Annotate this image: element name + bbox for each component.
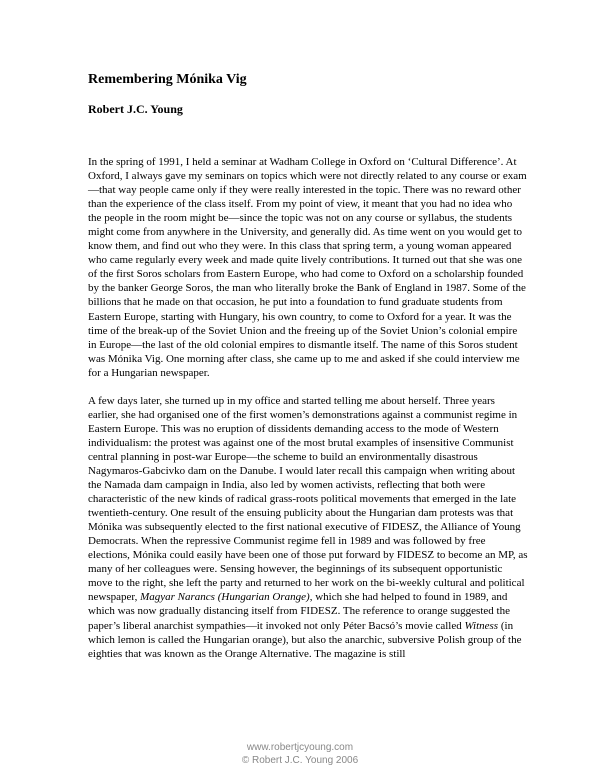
text-run: , which she had helped to found in 1989, and which was now gradually distancing itself from FIDESZ. The reference to orange suggested the paper’s liberal anarchist sympathies—it invoked not only Péter Bacsó’s movie called — [88, 591, 510, 632]
document-title: Remembering Mónika Vig — [88, 72, 247, 87]
text-run: In the spring of 1991, I held a seminar at Wadham College in Oxford on ‘Cultural Difference’. At Oxford, I always gave my seminars on topics which were not directly related to any course or exam—that way people came only if they were really interested in the topic. There was no reward other than the experience of the class itself. From my point of view, it meant that you had no idea who the people in the room might be—since the topic was not on any course or syllabus, the students might come from anywhere in the University, and generally did. As time went on you would get to know them, and find out who they were. In this class that spring term, a young woman appeared who came regularly every week and made quite lively contributions. It turned out that she was one of the first Soros scholars from Eastern Europe, who had come to Oxford on a scholarship founded by the banker George Soros, the man who literally broke the Bank of England in 1987. Some of the billions that he made on that occasion, he put into a foundation to fund graduate students from Eastern Europe, starting with Hungary, his own country, to come to Oxford for a year. It was the time of the break-up of the Soviet Union and the freeing up of the Soviet Union’s colonial empire in Europe—the last of the old colonial empires to dismantle itself. The name of this Soros student was Mónika Vig. One morning after class, she came up to me and asked if she could interview me for a Hungarian newspaper. — [88, 156, 527, 379]
italic-text-run: Magyar Narancs (Hungarian Orange) — [140, 591, 310, 604]
footer-copyright: © Robert J.C. Young 2006 — [241, 755, 359, 766]
paragraph-1 — [88, 155, 528, 380]
text-run: (in which lemon is called the Hungarian orange), but also the anarchic, subversive Polish group of the eighties that was known as the Orange Alternative. The magazine is still — [88, 619, 522, 660]
paragraph-2 — [88, 394, 528, 661]
text-run: A few days later, she turned up in my office and started telling me about herself. Three years earlier, she had organised one of the first women’s demonstrations against a communist regime in Eastern Europe. This was no eruption of dissidents demanding access to the mode of Western individualism: the protest was against one of the most brutal examples of insensitive Communist central planning in post-war Europe—the scheme to build an environmentally disastrous Nagymaros-Gabcivko dam on the Danube. I would later recall this campaign when writing about the Namada dam campaign in India, also led by women activists, reflecting that both were characteristic of the new kinds of radical grass-roots political movements that emerged in the late twentieth-century. One result of the ensuing publicity about the Hungarian dam protests was that Mónika was subsequently elected to the first national executive of FIDESZ, the Alliance of Young Democrats. When the repressive Communist regime fell in 1989 and was followed by free elections, Mónika could easily have been one of those put forward by FIDESZ to become an MP, as many of her colleagues were. Sensing however, the beginnings of its subsequent opportunistic move to the right, she left the party and returned to her work on the bi-weekly cultural and political newspaper, — [88, 394, 528, 604]
footer-url: www.robertjcyoung.com — [246, 742, 354, 753]
italic-text-run: Witness — [464, 619, 499, 632]
document-author: Robert J.C. Young — [88, 102, 183, 116]
document-body — [88, 155, 528, 661]
